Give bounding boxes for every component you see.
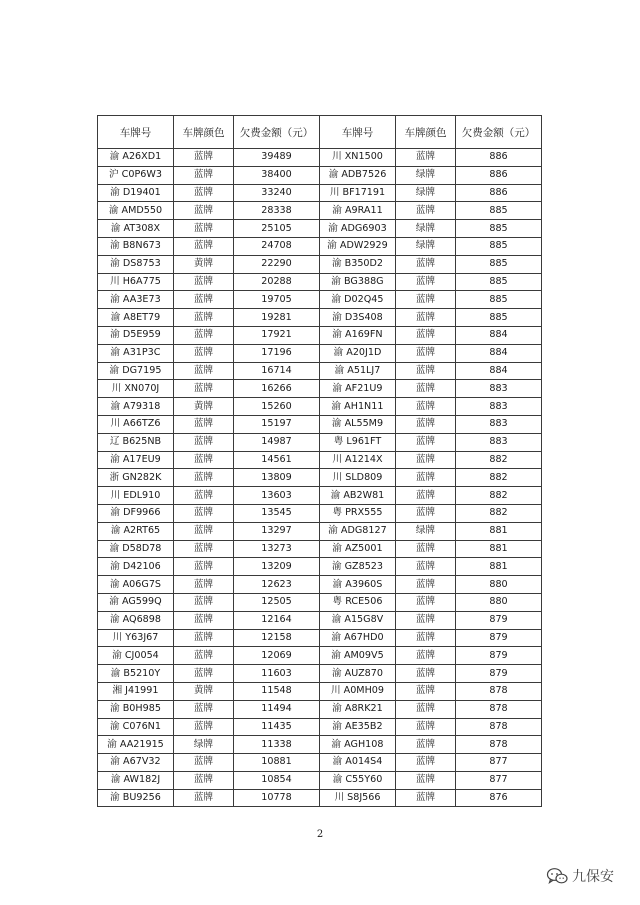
table-cell: 黄牌 <box>174 398 234 416</box>
table-cell: 884 <box>456 326 542 344</box>
table-cell: 20288 <box>234 273 320 291</box>
table-cell: 蓝牌 <box>396 540 456 558</box>
table-cell: 沪 C0P6W3 <box>98 166 174 184</box>
table-row <box>98 291 542 309</box>
table-cell: 16266 <box>234 380 320 398</box>
table-cell: 渝 A17EU9 <box>98 451 174 469</box>
table-row <box>98 558 542 576</box>
table-cell: 13809 <box>234 469 320 487</box>
table-cell: 渝 ADG6903 <box>320 220 396 238</box>
table-cell: 877 <box>456 771 542 789</box>
table-cell: 15197 <box>234 415 320 433</box>
table-cell: 辽 B625NB <box>98 433 174 451</box>
table-cell: 蓝牌 <box>396 736 456 754</box>
table-cell: 粤 PRX555 <box>320 504 396 522</box>
table-cell: 蓝牌 <box>396 611 456 629</box>
table-cell: 渝 GZ8523 <box>320 558 396 576</box>
table-cell: 渝 B5210Y <box>98 665 174 683</box>
table-cell: 渝 A51LJ7 <box>320 362 396 380</box>
table-cell: 渝 AA21915 <box>98 736 174 754</box>
table-cell: 蓝牌 <box>396 273 456 291</box>
table-row <box>98 415 542 433</box>
table-row <box>98 202 542 220</box>
table-cell: 渝 A9RA11 <box>320 202 396 220</box>
table-cell: 蓝牌 <box>174 504 234 522</box>
table-cell: 蓝牌 <box>174 700 234 718</box>
table-cell: 渝 D19401 <box>98 184 174 202</box>
table-cell: 12164 <box>234 611 320 629</box>
table-cell: 885 <box>456 202 542 220</box>
table-cell: 878 <box>456 718 542 736</box>
table-cell: 883 <box>456 433 542 451</box>
table-cell: 885 <box>456 237 542 255</box>
table-cell: 880 <box>456 593 542 611</box>
table-cell: 886 <box>456 166 542 184</box>
table-row <box>98 682 542 700</box>
table-cell: 渝 AGH108 <box>320 736 396 754</box>
table-row <box>98 576 542 594</box>
table-cell: 蓝牌 <box>396 682 456 700</box>
table-cell: 11603 <box>234 665 320 683</box>
table-cell: 蓝牌 <box>174 718 234 736</box>
table-cell: 渝 D5E959 <box>98 326 174 344</box>
table-cell: 渝 ADW2929 <box>320 237 396 255</box>
table-cell: 川 EDL910 <box>98 487 174 505</box>
table-cell: 渝 A014S4 <box>320 754 396 772</box>
table-row <box>98 718 542 736</box>
table-cell: 渝 AT308X <box>98 220 174 238</box>
watermark <box>546 866 614 886</box>
table-cell: 882 <box>456 469 542 487</box>
table-cell: 13273 <box>234 540 320 558</box>
table-cell: 渝 AE35B2 <box>320 718 396 736</box>
table-cell: 黄牌 <box>174 682 234 700</box>
table-row <box>98 166 542 184</box>
table-cell: 渝 AF21U9 <box>320 380 396 398</box>
table-cell: 13297 <box>234 522 320 540</box>
table-cell: 蓝牌 <box>396 362 456 380</box>
table-cell: 12505 <box>234 593 320 611</box>
table-cell: 渝 A67V32 <box>98 754 174 772</box>
table-cell: 蓝牌 <box>174 558 234 576</box>
table-row <box>98 309 542 327</box>
table-row <box>98 469 542 487</box>
table-cell: 22290 <box>234 255 320 273</box>
table-cell: 蓝牌 <box>396 504 456 522</box>
watermark-text: 九保安 <box>572 869 614 885</box>
table-cell: 25105 <box>234 220 320 238</box>
table-cell: 蓝牌 <box>174 771 234 789</box>
table-cell: 882 <box>456 451 542 469</box>
table-cell: 11338 <box>234 736 320 754</box>
table-cell: 黄牌 <box>174 255 234 273</box>
table-row <box>98 754 542 772</box>
table-cell: 渝 A31P3C <box>98 344 174 362</box>
table-cell: 蓝牌 <box>396 665 456 683</box>
table-cell: 川 XN070J <box>98 380 174 398</box>
table-cell: 28338 <box>234 202 320 220</box>
table-cell: 川 XN1500 <box>320 149 396 167</box>
table-cell: 蓝牌 <box>174 184 234 202</box>
table-cell: 渝 C076N1 <box>98 718 174 736</box>
table-cell: 渝 A06G7S <box>98 576 174 594</box>
table-row <box>98 326 542 344</box>
table-cell: 蓝牌 <box>174 647 234 665</box>
table-cell: 渝 B8N673 <box>98 237 174 255</box>
table-cell: 蓝牌 <box>174 166 234 184</box>
table-cell: 33240 <box>234 184 320 202</box>
table-row <box>98 736 542 754</box>
table-row <box>98 184 542 202</box>
table-cell: 11435 <box>234 718 320 736</box>
table-row <box>98 451 542 469</box>
table-row <box>98 487 542 505</box>
table-cell: 蓝牌 <box>174 309 234 327</box>
table-cell: 渝 A26XD1 <box>98 149 174 167</box>
table-cell: 879 <box>456 665 542 683</box>
table-row <box>98 255 542 273</box>
table-cell: 川 A1214X <box>320 451 396 469</box>
table-cell: 蓝牌 <box>396 326 456 344</box>
table-cell: 蓝牌 <box>174 237 234 255</box>
table-cell: 885 <box>456 291 542 309</box>
table-cell: 蓝牌 <box>396 344 456 362</box>
table-cell: 渝 AQ6898 <box>98 611 174 629</box>
table-cell: 川 BF17191 <box>320 184 396 202</box>
table-cell: 877 <box>456 754 542 772</box>
table-cell: 蓝牌 <box>174 220 234 238</box>
table-cell: 渝 ADG8127 <box>320 522 396 540</box>
table-cell: 蓝牌 <box>396 647 456 665</box>
table-cell: 10854 <box>234 771 320 789</box>
table-cell: 14561 <box>234 451 320 469</box>
table-cell: 886 <box>456 149 542 167</box>
table-cell: 渝 D3S408 <box>320 309 396 327</box>
table-cell: 蓝牌 <box>396 255 456 273</box>
table-cell: 粤 RCE506 <box>320 593 396 611</box>
table-cell: 蓝牌 <box>174 469 234 487</box>
column-header: 车牌号 <box>98 116 174 149</box>
table-cell: 11494 <box>234 700 320 718</box>
table-cell: 粤 L961FT <box>320 433 396 451</box>
table-cell: 蓝牌 <box>174 754 234 772</box>
table-cell: 886 <box>456 184 542 202</box>
table-cell: 蓝牌 <box>396 593 456 611</box>
table-cell: 13545 <box>234 504 320 522</box>
table-cell: 渝 A67HD0 <box>320 629 396 647</box>
table-cell: 10778 <box>234 789 320 807</box>
table-cell: 19705 <box>234 291 320 309</box>
table-cell: 渝 AG599Q <box>98 593 174 611</box>
table-cell: 蓝牌 <box>396 789 456 807</box>
table-cell: 绿牌 <box>396 237 456 255</box>
table-row <box>98 647 542 665</box>
table-cell: 渝 D42106 <box>98 558 174 576</box>
table-cell: 38400 <box>234 166 320 184</box>
table-cell: 渝 A3960S <box>320 576 396 594</box>
table-cell: 蓝牌 <box>396 576 456 594</box>
table-cell: 川 H6A775 <box>98 273 174 291</box>
table-cell: 885 <box>456 309 542 327</box>
table-row <box>98 789 542 807</box>
table-cell: 蓝牌 <box>396 451 456 469</box>
table-row <box>98 220 542 238</box>
table-cell: 16714 <box>234 362 320 380</box>
table-cell: 渝 BG388G <box>320 273 396 291</box>
table-cell: 渝 DF9966 <box>98 504 174 522</box>
table-cell: 渝 AZ5001 <box>320 540 396 558</box>
table-cell: 蓝牌 <box>174 273 234 291</box>
table-cell: 880 <box>456 576 542 594</box>
table-cell: 渝 A79318 <box>98 398 174 416</box>
table-cell: 蓝牌 <box>174 522 234 540</box>
table-cell: 蓝牌 <box>174 487 234 505</box>
table-cell: 渝 A2RT65 <box>98 522 174 540</box>
table-cell: 渝 AH1N11 <box>320 398 396 416</box>
table-cell: 蓝牌 <box>174 789 234 807</box>
table-cell: 渝 CJ0054 <box>98 647 174 665</box>
table-cell: 蓝牌 <box>174 362 234 380</box>
table-cell: 885 <box>456 255 542 273</box>
table-cell: 885 <box>456 220 542 238</box>
table-cell: 885 <box>456 273 542 291</box>
table-cell: 882 <box>456 504 542 522</box>
arrears-table <box>97 115 542 807</box>
page-number: 2 <box>316 829 324 840</box>
table-cell: 川 Y63J67 <box>98 629 174 647</box>
table-cell: 蓝牌 <box>174 629 234 647</box>
table-cell: 渝 C55Y60 <box>320 771 396 789</box>
table-cell: 渝 A169FN <box>320 326 396 344</box>
table-row <box>98 665 542 683</box>
table-cell: 蓝牌 <box>396 398 456 416</box>
table-cell: 绿牌 <box>396 522 456 540</box>
table-row <box>98 700 542 718</box>
table-cell: 渝 BU9256 <box>98 789 174 807</box>
table-cell: 881 <box>456 540 542 558</box>
table-cell: 17921 <box>234 326 320 344</box>
table-cell: 876 <box>456 789 542 807</box>
table-row <box>98 362 542 380</box>
table-cell: 渝 AB2W81 <box>320 487 396 505</box>
table-row <box>98 273 542 291</box>
table-row <box>98 522 542 540</box>
table-cell: 881 <box>456 522 542 540</box>
table-cell: 渝 A15G8V <box>320 611 396 629</box>
table-row <box>98 433 542 451</box>
table-cell: 蓝牌 <box>396 558 456 576</box>
column-header: 车牌颜色 <box>174 116 234 149</box>
table-row <box>98 344 542 362</box>
table-cell: 蓝牌 <box>396 629 456 647</box>
table-cell: 浙 GN282K <box>98 469 174 487</box>
table-cell: 24708 <box>234 237 320 255</box>
table-cell: 蓝牌 <box>396 202 456 220</box>
table-cell: 12623 <box>234 576 320 594</box>
table-cell: 川 A0MH09 <box>320 682 396 700</box>
table-row <box>98 504 542 522</box>
table-cell: 渝 DG7195 <box>98 362 174 380</box>
table-cell: 渝 B0H985 <box>98 700 174 718</box>
table-cell: 蓝牌 <box>396 771 456 789</box>
table-row <box>98 237 542 255</box>
table-cell: 878 <box>456 682 542 700</box>
table-cell: 渝 AA3E73 <box>98 291 174 309</box>
table-row <box>98 149 542 167</box>
wechat-official-account-icon <box>546 867 568 885</box>
column-header: 欠费金额（元） <box>456 116 542 149</box>
table-row <box>98 398 542 416</box>
column-header: 欠费金额（元） <box>234 116 320 149</box>
table-cell: 渝 D02Q45 <box>320 291 396 309</box>
table-cell: 13603 <box>234 487 320 505</box>
table-row <box>98 593 542 611</box>
table-cell: 绿牌 <box>396 166 456 184</box>
table-row <box>98 771 542 789</box>
table-cell: 蓝牌 <box>174 149 234 167</box>
table-cell: 蓝牌 <box>174 593 234 611</box>
table-cell: 蓝牌 <box>396 469 456 487</box>
table-cell: 11548 <box>234 682 320 700</box>
table-cell: 884 <box>456 344 542 362</box>
table-cell: 渝 AL55M9 <box>320 415 396 433</box>
table-cell: 39489 <box>234 149 320 167</box>
table-cell: 渝 AM09V5 <box>320 647 396 665</box>
table-cell: 884 <box>456 362 542 380</box>
table-cell: 渝 ADB7526 <box>320 166 396 184</box>
table-cell: 蓝牌 <box>396 309 456 327</box>
table-cell: 蓝牌 <box>396 291 456 309</box>
table-header-row <box>98 116 542 149</box>
table-cell: 渝 A8ET79 <box>98 309 174 327</box>
table-cell: 渝 A8RK21 <box>320 700 396 718</box>
table-cell: 川 SLD809 <box>320 469 396 487</box>
table-cell: 蓝牌 <box>396 754 456 772</box>
table-cell: 15260 <box>234 398 320 416</box>
table-cell: 渝 AUZ870 <box>320 665 396 683</box>
table-cell: 878 <box>456 700 542 718</box>
table-cell: 879 <box>456 647 542 665</box>
table-cell: 渝 D58D78 <box>98 540 174 558</box>
table-cell: 12069 <box>234 647 320 665</box>
table-cell: 蓝牌 <box>174 380 234 398</box>
table-cell: 883 <box>456 398 542 416</box>
table-row <box>98 380 542 398</box>
table-cell: 蓝牌 <box>396 415 456 433</box>
table-cell: 渝 AMD550 <box>98 202 174 220</box>
table-cell: 蓝牌 <box>174 665 234 683</box>
table-cell: 蓝牌 <box>396 149 456 167</box>
table-cell: 蓝牌 <box>396 718 456 736</box>
column-header: 车牌号 <box>320 116 396 149</box>
table-row <box>98 611 542 629</box>
table-cell: 蓝牌 <box>174 344 234 362</box>
table-cell: 渝 A20J1D <box>320 344 396 362</box>
table-cell: 10881 <box>234 754 320 772</box>
table-cell: 879 <box>456 611 542 629</box>
table-cell: 879 <box>456 629 542 647</box>
table-cell: 蓝牌 <box>174 611 234 629</box>
table-cell: 川 S8J566 <box>320 789 396 807</box>
table-cell: 883 <box>456 415 542 433</box>
table-cell: 蓝牌 <box>396 433 456 451</box>
table-cell: 13209 <box>234 558 320 576</box>
table-cell: 蓝牌 <box>174 451 234 469</box>
table-cell: 蓝牌 <box>174 576 234 594</box>
table-cell: 川 A66TZ6 <box>98 415 174 433</box>
table-cell: 蓝牌 <box>396 487 456 505</box>
table-cell: 882 <box>456 487 542 505</box>
table-cell: 12158 <box>234 629 320 647</box>
table-body <box>98 149 542 807</box>
table-cell: 蓝牌 <box>174 433 234 451</box>
table-cell: 绿牌 <box>396 220 456 238</box>
table-cell: 蓝牌 <box>174 202 234 220</box>
table-cell: 17196 <box>234 344 320 362</box>
table-cell: 渝 DS8753 <box>98 255 174 273</box>
table-row <box>98 540 542 558</box>
column-header: 车牌颜色 <box>396 116 456 149</box>
table-cell: 883 <box>456 380 542 398</box>
table-cell: 绿牌 <box>174 736 234 754</box>
table-cell: 蓝牌 <box>396 380 456 398</box>
table-cell: 蓝牌 <box>396 700 456 718</box>
table-cell: 878 <box>456 736 542 754</box>
table-cell: 蓝牌 <box>174 540 234 558</box>
table-cell: 蓝牌 <box>174 326 234 344</box>
table-cell: 渝 B350D2 <box>320 255 396 273</box>
table-row <box>98 629 542 647</box>
table-cell: 绿牌 <box>396 184 456 202</box>
table-cell: 渝 AW182J <box>98 771 174 789</box>
table-cell: 蓝牌 <box>174 291 234 309</box>
table-cell: 19281 <box>234 309 320 327</box>
table-cell: 881 <box>456 558 542 576</box>
table-cell: 14987 <box>234 433 320 451</box>
table-cell: 蓝牌 <box>174 415 234 433</box>
table-cell: 湘 J41991 <box>98 682 174 700</box>
